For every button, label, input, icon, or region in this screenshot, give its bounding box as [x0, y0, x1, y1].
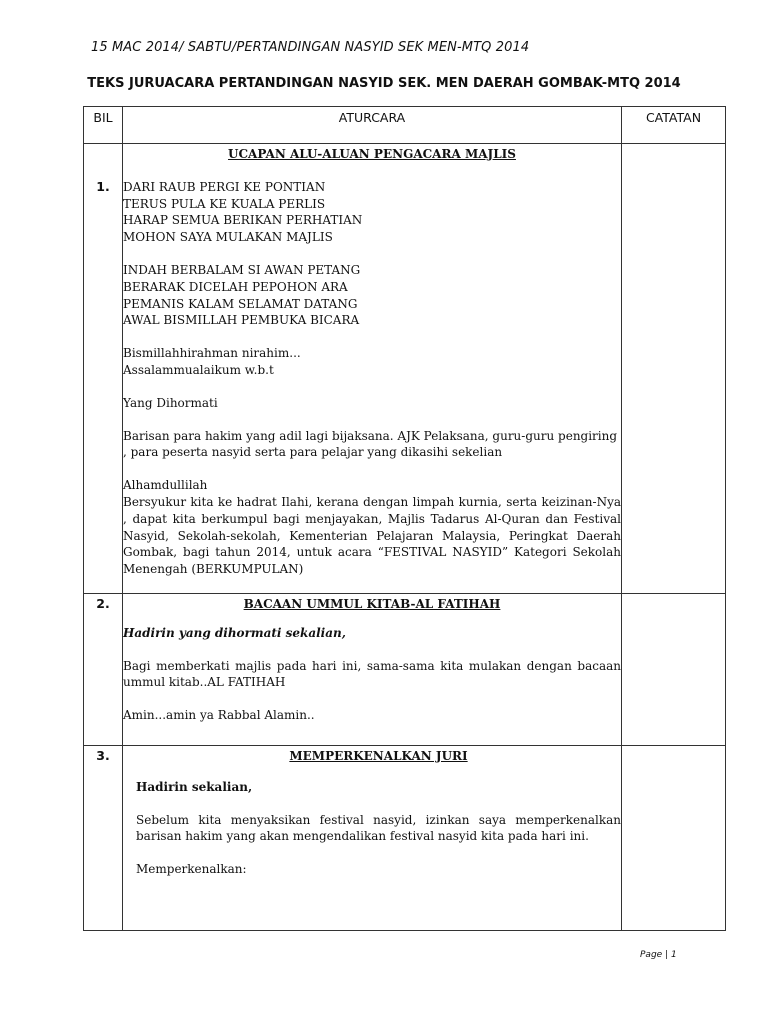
table-row — [84, 594, 726, 746]
pantun-line: INDAH BERBALAM SI AWAN PETANG — [123, 262, 361, 277]
row-number: 3. — [96, 748, 110, 763]
greeting-line: Bismillahhirahman nirahim... — [123, 346, 301, 361]
amin-text: Amin...amin ya Rabbal Alamin.. — [123, 708, 315, 723]
pantun-1 — [123, 179, 621, 246]
pantun-line: MOHON SAYA MULAKAN MAJLIS — [123, 230, 333, 245]
pantun-line: AWAL BISMILLAH PEMBUKA BICARA — [123, 313, 360, 328]
header-catatan: CATATAN — [622, 107, 726, 144]
bersyukur-paragraph — [123, 494, 621, 578]
memperkenalkan-text: Memperkenalkan: — [136, 862, 247, 877]
pantun-line: PEMANIS KALAM SELAMAT DATANG — [123, 296, 358, 311]
sebelum-paragraph: Sebelum kita menyaksikan festival nasyid, izinkan saya memperkenalkan barisan hakim yang akan mengendalikan festival nasyid kita pada hari ini. — [136, 812, 621, 844]
program-table — [83, 106, 726, 931]
alhamdulillah-text: Alhamdullilah — [123, 478, 208, 493]
pantun-line: HARAP SEMUA BERIKAN PERHATIAN — [123, 213, 363, 228]
pantun-line: DARI RAUB PERGI KE PONTIAN — [123, 179, 326, 194]
table-header-row — [84, 107, 726, 144]
bagi-paragraph: Bagi memberkati majlis pada hari ini, sama-sama kita mulakan dengan bacaan ummul kitab..AL FATIHAH — [123, 658, 621, 690]
dihormati-text: Yang Dihormati — [123, 395, 218, 410]
catatan-cell — [622, 594, 726, 746]
row-content — [123, 594, 622, 746]
table-row — [84, 746, 726, 931]
hadirin-text: Hadirin yang dihormati sekalian, — [123, 625, 346, 640]
greeting-line: Assalammualaikum w.b.t — [123, 362, 274, 377]
barisan-paragraph: Barisan para hakim yang adil lagi bijaksana. AJK Pelaksana, guru-guru pengiring , para peserta nasyid serta para pelajar yang dikasihi sekelian — [123, 428, 618, 460]
pantun-line: BERARAK DICELAH PEPOHON ARA — [123, 279, 348, 294]
section-title: UCAPAN ALU-ALUAN PENGACARA MAJLIS — [228, 147, 516, 161]
greeting — [123, 345, 621, 379]
header-aturcara: ATURCARA — [123, 107, 622, 144]
pantun-2 — [123, 262, 621, 329]
pantun-line: TERUS PULA KE KUALA PERLIS — [123, 196, 326, 211]
catatan-cell — [622, 746, 726, 931]
document-title: TEKS JURUACARA PERTANDINGAN NASYID SEK. MEN DAERAH GOMBAK-MTQ 2014 — [87, 76, 681, 91]
row-number: 1. — [96, 179, 110, 194]
page-number: Page | 1 — [640, 950, 677, 960]
section-title: BACAAN UMMUL KITAB-AL FATIHAH — [243, 597, 501, 611]
table-row — [84, 144, 726, 594]
section-title: MEMPERKENALKAN JURI — [289, 749, 468, 763]
hadirin-text: Hadirin sekalian, — [136, 779, 253, 794]
row-number: 2. — [96, 596, 110, 611]
row-content — [123, 746, 622, 931]
bersyukur-text: Bersyukur kita ke hadrat Ilahi, kerana dengan limpah kurnia, serta keizinan-Nya , dapat kita berkumpul bagi menjayakan, Majlis Tadarus Al-Quran dan Festival Nasyid, Sekolah-sekolah, Kementerian Pelajaran Malaysia, Peringkat Daerah Gombak, bagi tahun 2014, untuk acara “FESTIVAL NASYID” Kategori Sekolah Menengah ( — [123, 494, 621, 577]
row-content — [123, 144, 622, 594]
document-header-line: 15 MAC 2014/ SABTU/PERTANDINGAN NASYID SEK MEN-MTQ 2014 — [91, 40, 530, 55]
berkumpulan-text: BERKUMPULAN) — [196, 562, 304, 577]
header-bil: BIL — [84, 107, 123, 144]
catatan-cell — [622, 144, 726, 594]
